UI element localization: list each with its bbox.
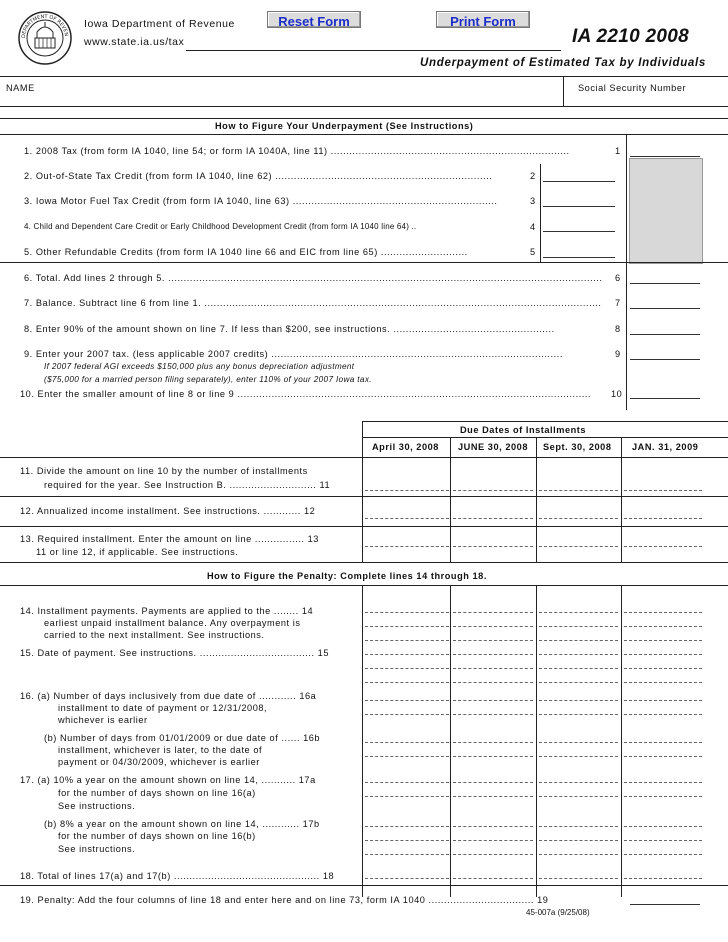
line-12-label: 12. Annualized income installment. See instructions. ............ 12: [20, 506, 316, 516]
name-row-bottom: [0, 106, 728, 107]
line-15b-col-4-input[interactable]: [624, 668, 702, 669]
line-17bb-col-1-input[interactable]: [365, 840, 449, 841]
line-15c-col-4-input[interactable]: [624, 682, 702, 683]
col3-divider-3: [536, 585, 537, 897]
line-7-number: 7: [615, 298, 621, 308]
line-17b-col-3-input[interactable]: [539, 826, 618, 827]
line-18-col-3-input[interactable]: [539, 878, 618, 879]
line-15-col-4-input[interactable]: [624, 654, 702, 655]
line-16b-label-1: (b) Number of days from 01/01/2009 or due date of ...... 16b: [44, 733, 321, 743]
line-17b-col-1-input[interactable]: [365, 826, 449, 827]
line-12-col-3-input[interactable]: [539, 518, 618, 519]
line-14b-col-2-input[interactable]: [453, 626, 533, 627]
line-16b-col-4-input[interactable]: [624, 742, 702, 743]
state-seal: [17, 10, 73, 66]
line-12-col-1-input[interactable]: [365, 518, 449, 519]
line-16bb-col-4-input[interactable]: [624, 756, 702, 757]
line-15b-col-1-input[interactable]: [365, 668, 449, 669]
due-date-col-2: JUNE 30, 2008: [458, 442, 528, 452]
line-9-number: 9: [615, 349, 621, 359]
line-10-label: 10. Enter the smaller amount of line 8 or line 9 ..................................................................................................................: [20, 389, 592, 399]
line-12-col-2-input[interactable]: [453, 518, 533, 519]
line-17a-label-3: See instructions.: [58, 801, 136, 811]
line-17bb-col-3-input[interactable]: [539, 840, 618, 841]
line-16a-label-1: 16. (a) Number of days inclusively from due date of ............ 16a: [20, 691, 317, 701]
line-7-label: 7. Balance. Subtract line 6 from line 1. ................................................................................................................................: [24, 298, 602, 308]
svg-text:DEPARTMENT OF REVENUE: [17, 10, 69, 38]
line-5-bottom: [0, 262, 728, 263]
line-18-col-2-input[interactable]: [453, 878, 533, 879]
shaded-area: [629, 158, 703, 264]
line-11-label-b: required for the year. See Instruction B. ............................ 11: [44, 480, 331, 490]
line-10-input[interactable]: [630, 398, 700, 399]
line-14-col-1-input[interactable]: [365, 612, 449, 613]
section2-bottom: [0, 562, 728, 563]
line-15c-col-3-input[interactable]: [539, 682, 618, 683]
line-11-col-4-input[interactable]: [624, 490, 702, 491]
line-5-number: 5: [530, 247, 536, 257]
line-13-col-2-input[interactable]: [453, 546, 533, 547]
line-17b-label-1: (b) 8% a year on the amount shown on line 14, ............ 17b: [44, 819, 320, 829]
line-17bb-col-4-input[interactable]: [624, 840, 702, 841]
line-17a-col-4-input[interactable]: [624, 782, 702, 783]
line-19-label: 19. Penalty: Add the four columns of line 18 and enter here and on line 73, form IA 1040 .................................. 19: [20, 895, 549, 905]
line-5-input[interactable]: [543, 257, 615, 258]
print-form-button[interactable]: Print Form: [436, 11, 530, 28]
line-14b-col-3-input[interactable]: [539, 626, 618, 627]
line-14-col-4-input[interactable]: [624, 612, 702, 613]
line-17b-label-3: See instructions.: [58, 844, 136, 854]
ssn-label: Social Security Number: [578, 83, 687, 93]
line-8-input[interactable]: [630, 334, 700, 335]
website-rule: [186, 50, 561, 51]
line-17ab-col-1-input[interactable]: [365, 796, 449, 797]
line-3-number: 3: [530, 196, 536, 206]
line-14b-col-4-input[interactable]: [624, 626, 702, 627]
line-16bb-col-3-input[interactable]: [539, 756, 618, 757]
section1-top: [0, 118, 728, 119]
col-divider-2: [450, 437, 451, 562]
line-12-col-4-input[interactable]: [624, 518, 702, 519]
line-16ab-col-2-input[interactable]: [453, 714, 533, 715]
line-10-number: 10: [611, 389, 623, 399]
due-dates-title: Due Dates of Installments: [460, 425, 587, 435]
line-14-label-a: 14. Installment payments. Payments are applied to the ........ 14: [20, 606, 314, 616]
line-1-number: 1: [615, 146, 621, 156]
line-16b-col-3-input[interactable]: [539, 742, 618, 743]
line-16a-col-3-input[interactable]: [539, 700, 618, 701]
line-14-label-c: carried to the next installment. See instructions.: [44, 630, 265, 640]
line-18-col-4-input[interactable]: [624, 878, 702, 879]
line-14c-col-2-input[interactable]: [453, 640, 533, 641]
line-16bb-col-1-input[interactable]: [365, 756, 449, 757]
line-16ab-col-3-input[interactable]: [539, 714, 618, 715]
name-label: NAME: [6, 83, 35, 93]
line-3-input[interactable]: [543, 206, 615, 207]
line-17ab-col-3-input[interactable]: [539, 796, 618, 797]
col-divider-4: [621, 437, 622, 562]
line-6-input[interactable]: [630, 283, 700, 284]
line-18-bottom: [0, 885, 728, 886]
line-17bb-col-2-input[interactable]: [453, 840, 533, 841]
line-14-col-2-input[interactable]: [453, 612, 533, 613]
line-13-col-3-input[interactable]: [539, 546, 618, 547]
line-15-col-2-input[interactable]: [453, 654, 533, 655]
line-13-label-b: 11 or line 12, if applicable. See instructions.: [36, 547, 239, 557]
line-16a-label-3: whichever is earlier: [58, 715, 148, 725]
line-9-input[interactable]: [630, 359, 700, 360]
line-16bb-col-2-input[interactable]: [453, 756, 533, 757]
line-16a-label-2: installment to date of payment or 12/31/2008,: [58, 703, 268, 713]
line-17bc-col-4-input[interactable]: [624, 854, 702, 855]
due-dates-top: [362, 421, 728, 422]
line-14-label-b: earliest unpaid installment balance. Any overpayment is: [44, 618, 301, 628]
line-15-col-1-input[interactable]: [365, 654, 449, 655]
line-4-input[interactable]: [543, 231, 615, 232]
line-15c-col-1-input[interactable]: [365, 682, 449, 683]
line-13-col-1-input[interactable]: [365, 546, 449, 547]
agency-name: Iowa Department of Revenue: [84, 18, 235, 30]
form-title: Underpayment of Estimated Tax by Individuals: [420, 57, 706, 69]
line-12-bottom: [0, 526, 728, 527]
section3-title: How to Figure the Penalty: Complete lines 14 through 18.: [207, 571, 487, 581]
due-date-col-3: Sept. 30, 2008: [543, 442, 612, 452]
line-9-note-2: ($75,000 for a married person filing separately), enter 110% of your 2007 Iowa tax.: [44, 375, 372, 384]
line-17b-col-4-input[interactable]: [624, 826, 702, 827]
line-13-col-4-input[interactable]: [624, 546, 702, 547]
header-rule: [0, 76, 728, 77]
line-15b-col-3-input[interactable]: [539, 668, 618, 669]
line-6-number: 6: [615, 273, 621, 283]
line-1-label: 1. 2008 Tax (from form IA 1040, line 54; or form IA 1040A, line 11) .............................................................................: [24, 146, 570, 156]
name-divider: [563, 76, 564, 106]
line-13-label-a: 13. Required installment. Enter the amount on line ................ 13: [20, 534, 319, 544]
line-14c-col-1-input[interactable]: [365, 640, 449, 641]
line-11-col-2-input[interactable]: [453, 490, 533, 491]
line-17ab-col-2-input[interactable]: [453, 796, 533, 797]
line-17b-label-2: for the number of days shown on line 16(b): [58, 831, 256, 841]
line-16a-col-1-input[interactable]: [365, 700, 449, 701]
name-input[interactable]: [5, 94, 559, 106]
line-16a-col-4-input[interactable]: [624, 700, 702, 701]
line-17a-col-1-input[interactable]: [365, 782, 449, 783]
col3-divider-2: [450, 585, 451, 897]
line-18-label: 18. Total of lines 17(a) and 17(b) ............................................... 18: [20, 871, 335, 881]
section3-title-bottom: [0, 585, 728, 586]
line-15b-col-2-input[interactable]: [453, 668, 533, 669]
line-16b-col-2-input[interactable]: [453, 742, 533, 743]
section1-title-bottom: [0, 134, 728, 135]
line-17bc-col-3-input[interactable]: [539, 854, 618, 855]
line-9-note-1: If 2007 federal AGI exceeds $150,000 plus any bonus depreciation adjustment: [44, 362, 355, 371]
agency-website: www.state.ia.us/tax: [84, 36, 185, 48]
line-4-label: 4. Child and Dependent Care Credit or Early Childhood Development Credit (from form IA 1040 line 64) ..: [24, 222, 417, 231]
line-17b-col-2-input[interactable]: [453, 826, 533, 827]
line-6-label: 6. Total. Add lines 2 through 5. ............................................................................................................................................: [24, 273, 603, 283]
line-3-label: 3. Iowa Motor Fuel Tax Credit (from form IA 1040, line 63) ..................................................................: [24, 196, 498, 206]
line-2-input[interactable]: [543, 181, 615, 182]
line-16ab-col-4-input[interactable]: [624, 714, 702, 715]
line-17a-label-1: 17. (a) 10% a year on the amount shown on line 14, ........... 17a: [20, 775, 316, 785]
line-15c-col-2-input[interactable]: [453, 682, 533, 683]
line-19-input[interactable]: [630, 904, 700, 905]
line-8-number: 8: [615, 324, 621, 334]
line-17a-col-3-input[interactable]: [539, 782, 618, 783]
line-4-number: 4: [530, 222, 536, 232]
line-17a-label-2: for the number of days shown on line 16(a): [58, 788, 256, 798]
reset-form-button[interactable]: Reset Form: [267, 11, 361, 28]
line-2-number: 2: [530, 171, 536, 181]
due-date-col-1: April 30, 2008: [372, 442, 439, 452]
line-14c-col-3-input[interactable]: [539, 640, 618, 641]
line-11-col-3-input[interactable]: [539, 490, 618, 491]
line-11-label-a: 11. Divide the amount on line 10 by the number of installments: [20, 466, 308, 476]
line-14b-col-1-input[interactable]: [365, 626, 449, 627]
right-col-divider: [626, 134, 627, 410]
ssn-input[interactable]: [570, 94, 724, 106]
due-dates-title-bottom: [362, 437, 728, 438]
due-dates-header-bottom: [0, 457, 728, 458]
line-17a-col-2-input[interactable]: [453, 782, 533, 783]
sub-col-divider: [540, 164, 541, 262]
line-16b-label-2: installment, whichever is later, to the date of: [58, 745, 263, 755]
col-divider-1: [362, 421, 363, 562]
line-7-input[interactable]: [630, 308, 700, 309]
line-14c-col-4-input[interactable]: [624, 640, 702, 641]
col3-divider-1: [362, 585, 363, 897]
seal-text: DEPARTMENT OF REVEN: [20, 13, 69, 39]
form-code: 45-007a (9/25/08): [526, 908, 590, 917]
line-17ab-col-4-input[interactable]: [624, 796, 702, 797]
col-divider-3: [536, 437, 537, 562]
line-9-label: 9. Enter your 2007 tax. (less applicable 2007 credits) ..............................................................................................: [24, 349, 563, 359]
line-11-col-1-input[interactable]: [365, 490, 449, 491]
col3-divider-4: [621, 585, 622, 897]
line-18-col-1-input[interactable]: [365, 878, 449, 879]
line-1-input[interactable]: [630, 156, 700, 157]
section1-title: How to Figure Your Underpayment (See Instructions): [215, 121, 474, 131]
due-date-col-4: JAN. 31, 2009: [632, 442, 699, 452]
line-16b-label-3: payment or 04/30/2009, whichever is earlier: [58, 757, 260, 767]
line-8-label: 8. Enter 90% of the amount shown on line 7. If less than $200, see instructions. ....................................................: [24, 324, 555, 334]
line-16ab-col-1-input[interactable]: [365, 714, 449, 715]
line-17bc-col-2-input[interactable]: [453, 854, 533, 855]
line-11-bottom: [0, 496, 728, 497]
line-5-label: 5. Other Refundable Credits (from form IA 1040 line 66 and EIC from line 65) ............................: [24, 247, 468, 257]
form-id: IA 2210 2008: [572, 26, 689, 47]
line-15-col-3-input[interactable]: [539, 654, 618, 655]
line-16b-col-1-input[interactable]: [365, 742, 449, 743]
line-2-label: 2. Out-of-State Tax Credit (from form IA 1040, line 62) ......................................................................: [24, 171, 493, 181]
line-17bc-col-1-input[interactable]: [365, 854, 449, 855]
line-14-col-3-input[interactable]: [539, 612, 618, 613]
line-15-label: 15. Date of payment. See instructions. ..................................... 15: [20, 648, 329, 658]
line-16a-col-2-input[interactable]: [453, 700, 533, 701]
